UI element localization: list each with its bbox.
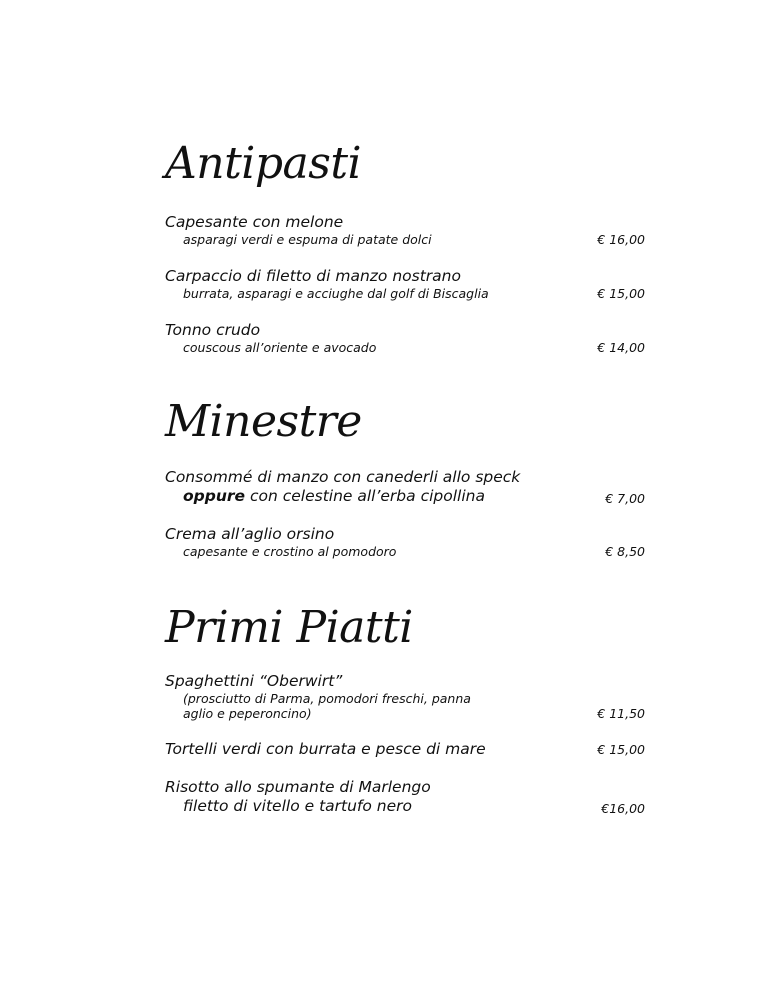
item-name: Risotto allo spumante di Marlengo bbox=[165, 778, 431, 796]
item-name: Tonno crudo bbox=[165, 321, 261, 339]
item-price: € 11,50 bbox=[597, 706, 645, 721]
item-name: Consommé di manzo con canederli allo speck bbox=[165, 468, 521, 486]
menu-item bbox=[165, 321, 645, 355]
item-name: Carpaccio di filetto di manzo nostrano bbox=[165, 267, 461, 285]
section-title-minestre: Minestre bbox=[165, 396, 362, 447]
item-price: € 15,00 bbox=[597, 742, 645, 757]
menu-item bbox=[165, 740, 645, 759]
section-title-antipasti: Antipasti bbox=[165, 138, 362, 189]
item-price: € 16,00 bbox=[597, 232, 645, 247]
item-description: filetto di vitello e tartufo nero bbox=[183, 797, 413, 815]
section-title-primi-piatti: Primi Piatti bbox=[165, 602, 413, 653]
item-name: Spaghettini “Oberwirt” bbox=[165, 672, 343, 690]
menu-item bbox=[165, 213, 645, 247]
item-name: Tortelli verdi con burrata e pesce di mare bbox=[165, 740, 486, 758]
menu-item bbox=[165, 468, 645, 506]
item-description: couscous all’oriente e avocado bbox=[183, 340, 377, 355]
item-description-text: con celestine all’erba cipollina bbox=[245, 487, 485, 505]
item-description-line-2: aglio e peperoncino) bbox=[183, 706, 312, 721]
item-price: €16,00 bbox=[601, 801, 645, 816]
item-description-bold: oppure bbox=[183, 487, 246, 505]
item-description: capesante e crostino al pomodoro bbox=[183, 544, 397, 559]
item-price: € 14,00 bbox=[597, 340, 645, 355]
item-description: asparagi verdi e espuma di patate dolci bbox=[183, 232, 432, 247]
item-description bbox=[165, 487, 645, 506]
item-description: burrata, asparagi e acciughe dal golf di Biscaglia bbox=[183, 286, 489, 301]
menu-item bbox=[165, 672, 645, 721]
item-name: Crema all’aglio orsino bbox=[165, 525, 335, 543]
menu-item bbox=[165, 525, 645, 559]
menu-item bbox=[165, 778, 645, 816]
item-name: Capesante con melone bbox=[165, 213, 344, 231]
item-price: € 15,00 bbox=[597, 286, 645, 301]
menu-item bbox=[165, 267, 645, 301]
item-price: € 7,00 bbox=[605, 491, 645, 506]
item-description-line-1: (prosciutto di Parma, pomodori freschi, panna bbox=[183, 691, 471, 706]
item-price: € 8,50 bbox=[605, 544, 645, 559]
